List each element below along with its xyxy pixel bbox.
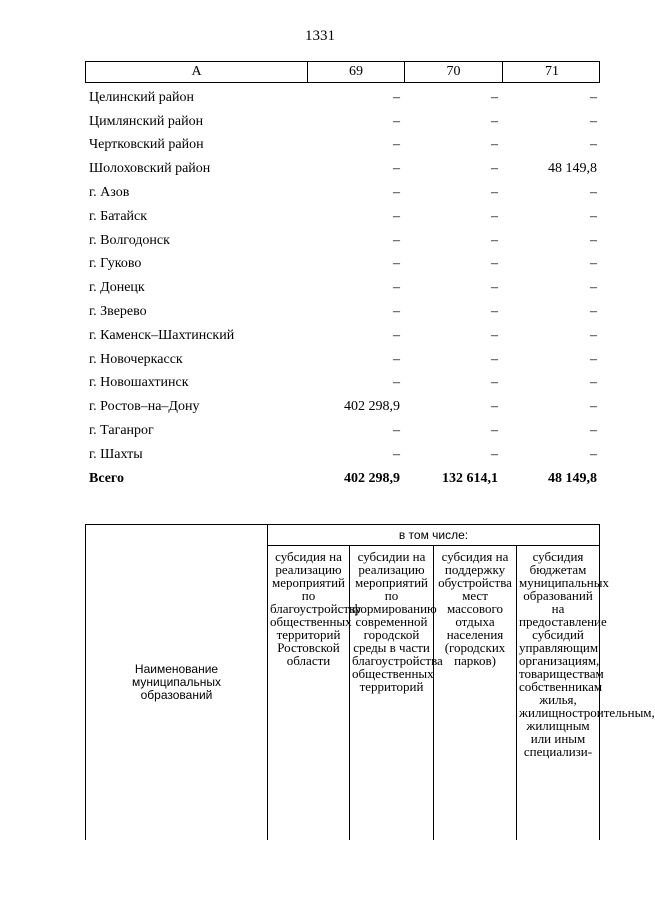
table-row [85,300,600,324]
value-cell: – [393,327,400,343]
value-cell: – [491,446,498,462]
value-cell: – [590,351,597,367]
value-cell: – [491,327,498,343]
table-row [85,419,600,443]
value-cell: – [590,280,597,296]
value-cell: – [590,256,597,272]
value-cell: – [393,256,400,272]
header-col-71: 71 [502,62,601,82]
value-cell: – [590,185,597,201]
subsidy-columns [268,546,655,840]
table-body [85,83,600,491]
value-cell: – [491,113,498,129]
total-row [85,467,600,491]
municipality-name-header [86,525,268,840]
municipality-name: г. Шахты [89,446,143,462]
value-cell: – [491,280,498,296]
table-row [85,348,600,372]
value-cell: – [590,113,597,129]
table-row [85,157,600,181]
table-row [85,110,600,134]
municipality-name: Целинский район [89,89,194,105]
value-cell: – [590,375,597,391]
value-cell: – [491,185,498,201]
municipality-name: г. Каменск–Шахтинский [89,327,235,343]
value-cell: – [590,446,597,462]
municipality-name: г. Азов [89,185,130,201]
municipality-name: Всего [89,470,124,486]
subsidy-col-management-orgs: субсидия бюджетам муниципальных образований на предоставление субсидий управляющим организациям, товариществам собственникам жилья, жилищностроительным, жилищным или иным специализи- [516,546,599,840]
subsidy-col-landscaping: субсидия на реализацию мероприятий по благоустройству общественных территорий Ростовской области [270,549,362,668]
value-cell: – [491,256,498,272]
value-cell: – [590,399,597,415]
value-cell: – [393,280,400,296]
value-cell: – [590,327,597,343]
subsidy-col-parks: субсидия на поддержку обустройства мест массового отдыха населения (городских парков) [433,546,516,840]
municipality-name: г. Батайск [89,208,148,224]
municipality-name-header-text: Наименование муниципальных образований [132,662,221,702]
value-cell: – [491,304,498,320]
municipality-name: Чертковский район [89,137,204,153]
value-cell: – [393,232,400,248]
value-cell: 402 298,9 [344,399,400,415]
value-cell: 402 298,9 [344,470,400,486]
value-cell: – [491,232,498,248]
value-cell: – [590,208,597,224]
table-row [85,395,600,419]
table-row [85,134,600,158]
municipality-name: Цимлянский район [89,113,204,129]
table-row [85,229,600,253]
table-row [85,443,600,467]
table-row [85,205,600,229]
table-row [85,276,600,300]
value-cell: – [590,304,597,320]
value-cell: – [491,375,498,391]
table-row [85,253,600,277]
subsidy-col-urban-environment: субсидии на реализацию мероприятий по формированию современной городской среды в части благоустройства общественных территорий [349,546,433,840]
municipality-name: г. Гуково [89,256,142,272]
value-cell: 48 149,8 [548,161,597,177]
value-cell: – [491,399,498,415]
value-cell: – [491,423,498,439]
value-cell: – [393,208,400,224]
value-cell: – [393,137,400,153]
table-header-row [85,61,600,83]
table-row [85,181,600,205]
value-cell: – [590,137,597,153]
header-col-69: 69 [307,62,404,82]
value-cell: 132 614,1 [442,470,498,486]
value-cell: – [590,89,597,105]
including-group-header: в том числе: [268,525,599,546]
municipality-name: г. Зверево [89,304,147,320]
municipality-name: г. Таганрог [89,423,154,439]
header-col-a: А [191,64,202,79]
header-col-70: 70 [404,62,502,82]
municipality-name: г. Ростов–на–Дону [89,399,200,415]
value-cell: – [491,208,498,224]
value-cell: – [393,423,400,439]
municipality-name: г. Донецк [89,280,145,296]
municipality-name: г. Новошахтинск [89,375,189,391]
municipality-name: г. Волгодонск [89,232,170,248]
value-cell: 48 149,8 [548,470,597,486]
value-cell: – [393,113,400,129]
value-cell: – [393,185,400,201]
page-number: 1331 [305,28,335,44]
value-cell: – [491,351,498,367]
value-cell: – [491,161,498,177]
value-cell: – [393,161,400,177]
municipal-values-table [85,61,600,491]
value-cell: – [491,89,498,105]
subsidy-header-table [85,524,655,840]
value-cell: – [393,351,400,367]
value-cell: – [393,89,400,105]
value-cell: – [491,137,498,153]
table-row [85,372,600,396]
municipality-name: Шолоховский район [89,161,211,177]
value-cell: – [393,446,400,462]
value-cell: – [590,423,597,439]
value-cell: – [393,375,400,391]
table-row [85,324,600,348]
value-cell: – [393,304,400,320]
municipality-name: г. Новочеркасск [89,351,183,367]
table-row [85,86,600,110]
value-cell: – [590,232,597,248]
